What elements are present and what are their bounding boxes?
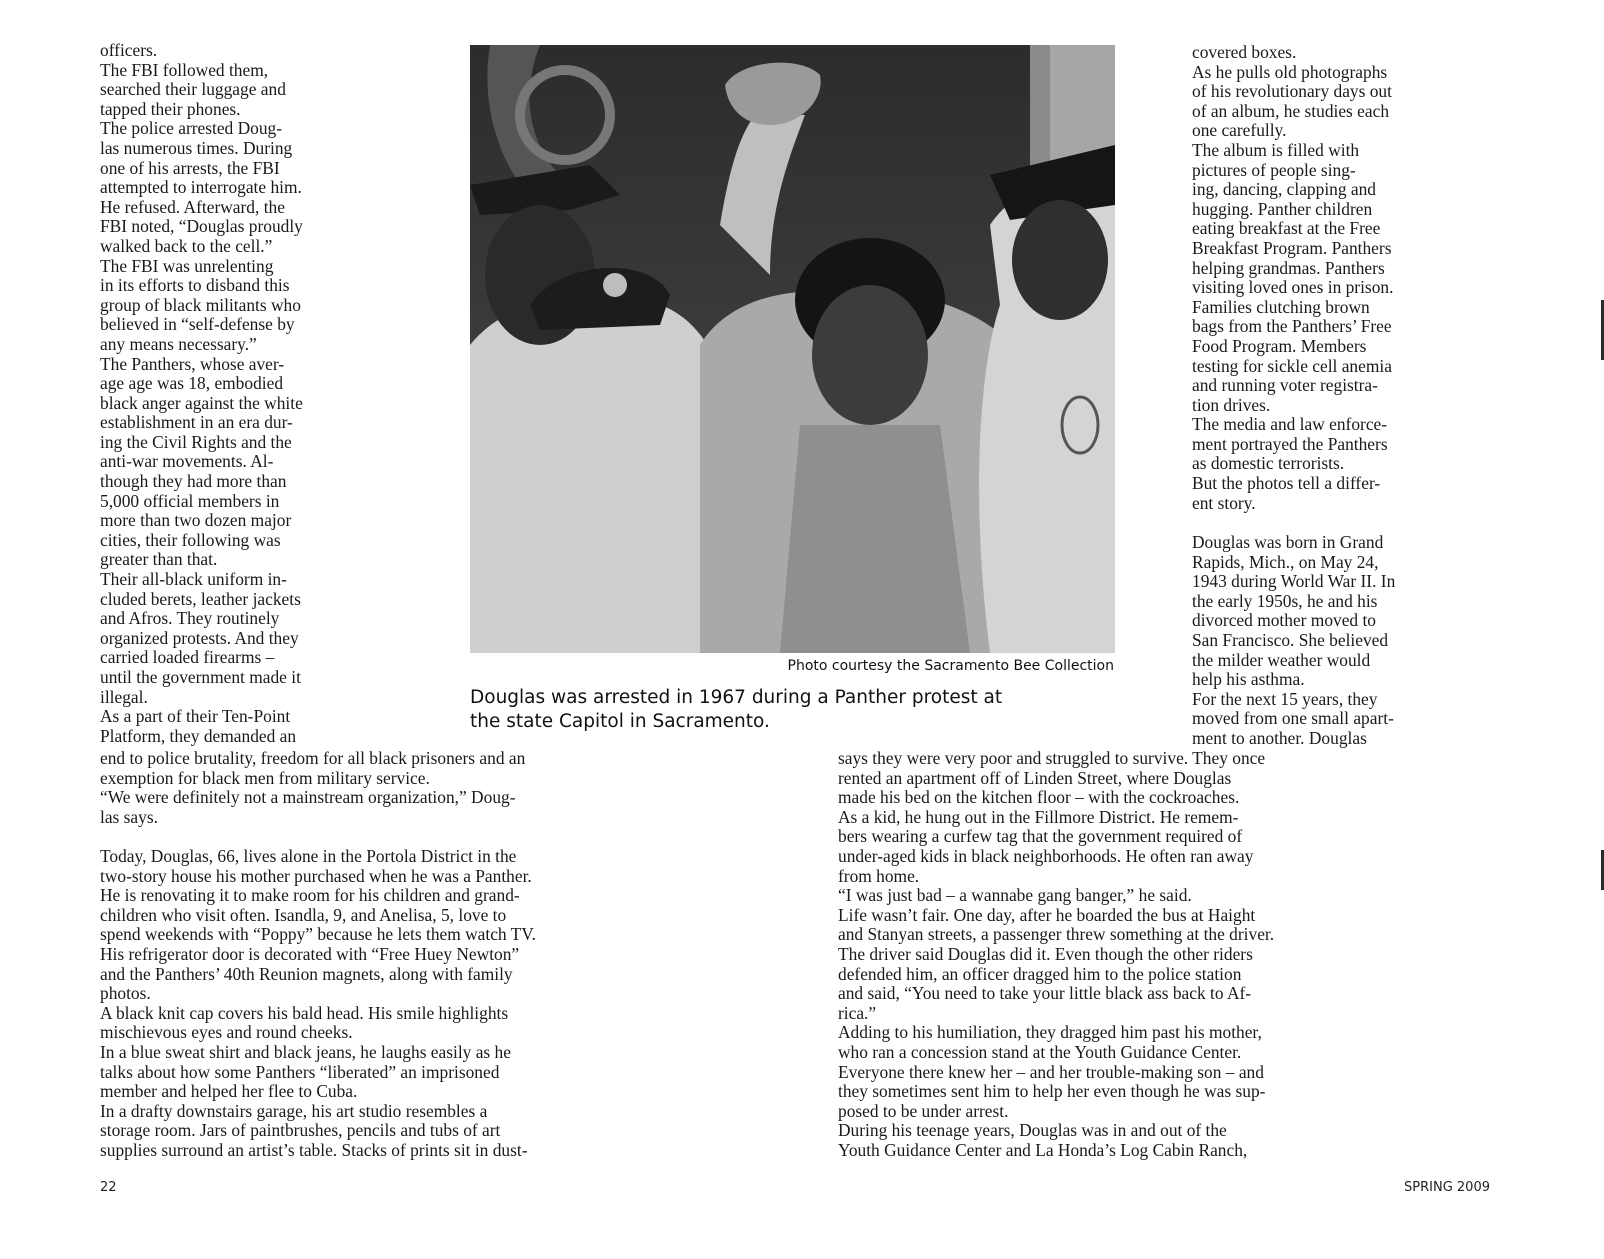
text-line: any means necessary.” xyxy=(100,333,257,354)
text-line: bers wearing a curfew tag that the government required of xyxy=(838,826,1243,847)
text-line: posed to be under arrest. xyxy=(838,1100,1009,1121)
text-line: in its efforts to disband this xyxy=(100,275,290,296)
text-line: testing for sickle cell anemia xyxy=(1192,355,1392,376)
text-line: visiting loved ones in prison. xyxy=(1192,277,1394,298)
text-line: Adding to his humiliation, they dragged him past his mother, xyxy=(838,1022,1262,1043)
text-line: covered boxes. xyxy=(1192,42,1297,62)
text-line: helping grandmas. Panthers xyxy=(1192,257,1385,278)
photo-caption xyxy=(470,686,1150,734)
text-line: las says. xyxy=(100,806,158,827)
text-line: talks about how some Panthers “liberated” an imprisoned xyxy=(100,1061,500,1082)
text-line: spend weekends with “Poppy” because he lets them watch TV. xyxy=(100,924,536,945)
text-line: He refused. Afterward, the xyxy=(100,196,285,217)
text-line: mischievous eyes and round cheeks. xyxy=(100,1022,353,1043)
text-line: “We were definitely not a mainstream organization,” Doug- xyxy=(100,787,516,808)
text-line: His refrigerator door is decorated with “Free Huey Newton” xyxy=(100,943,520,964)
text-line: black anger against the white xyxy=(100,392,303,413)
text-line: But the photos tell a differ- xyxy=(1192,473,1381,494)
text-line: two-story house his mother purchased when he was a Panther. xyxy=(100,865,532,886)
text-line: Life wasn’t fair. One day, after he boarded the bus at Haight xyxy=(838,904,1256,925)
text-line: searched their luggage and xyxy=(100,79,286,100)
column-right-bottom xyxy=(838,749,1274,1160)
text-line: Platform, they demanded an xyxy=(100,725,297,746)
text-line: establishment in an era dur- xyxy=(100,412,293,433)
text-line: las numerous times. During xyxy=(100,137,293,158)
text-line: walked back to the cell.” xyxy=(100,235,273,256)
column-left-top xyxy=(100,41,303,746)
column-left-bottom-a xyxy=(100,749,525,827)
text-line: The album is filled with xyxy=(1192,139,1360,160)
photo-credit: Photo courtesy the Sacramento Bee Collection xyxy=(787,658,1114,674)
text-line: “I was just bad – a wannabe gang banger,” he said. xyxy=(838,885,1192,906)
text-line: the early 1950s, he and his xyxy=(1192,590,1378,611)
caption-line: Douglas was arrested in 1967 during a Panther protest at xyxy=(470,687,1003,708)
text-line: the milder weather would xyxy=(1192,649,1371,670)
text-line: FBI noted, “Douglas proudly xyxy=(100,216,303,237)
text-line: and Afros. They routinely xyxy=(100,608,280,629)
text-line: Everyone there knew her – and her trouble-making son – and xyxy=(838,1061,1264,1082)
text-line: cluded berets, leather jackets xyxy=(100,588,301,609)
text-line: As a kid, he hung out in the Fillmore District. He remem- xyxy=(838,806,1239,827)
text-line: illegal. xyxy=(100,686,148,707)
text-line: of an album, he studies each xyxy=(1192,100,1390,121)
text-line: says they were very poor and struggled to survive. They once xyxy=(838,748,1266,768)
text-line: ent story. xyxy=(1192,492,1256,513)
column-left-bottom-b xyxy=(100,847,536,1161)
text-line: eating breakfast at the Free xyxy=(1192,218,1381,239)
text-line: cities, their following was xyxy=(100,529,281,550)
text-line: The media and law enforce- xyxy=(1192,414,1388,435)
text-line: group of black militants who xyxy=(100,294,301,315)
text-line: As he pulls old photographs xyxy=(1192,61,1388,82)
text-line: ing the Civil Rights and the xyxy=(100,431,292,452)
text-line: Breakfast Program. Panthers xyxy=(1192,237,1392,258)
text-line: The FBI followed them, xyxy=(100,59,269,80)
caption-line: the state Capitol in Sacramento. xyxy=(470,711,770,732)
issue-label: SPRING 2009 xyxy=(1404,1180,1490,1195)
text-line: ment portrayed the Panthers xyxy=(1192,433,1388,454)
text-line: officers. xyxy=(100,40,158,60)
text-line: moved from one small apart- xyxy=(1192,708,1394,729)
column-right-top-a xyxy=(1192,43,1393,513)
text-line: For the next 15 years, they xyxy=(1192,688,1378,709)
text-line: children who visit often. Isandla, 9, and Anelisa, 5, love to xyxy=(100,904,507,925)
text-line: In a drafty downstairs garage, his art studio resembles a xyxy=(100,1100,488,1121)
text-line: end to police brutality, freedom for all black prisoners and an xyxy=(100,748,526,768)
text-line: photos. xyxy=(100,983,151,1004)
text-line: and Stanyan streets, a passenger threw something at the driver. xyxy=(838,924,1275,945)
text-line: attempted to interrogate him. xyxy=(100,177,302,198)
text-line: hugging. Panther children xyxy=(1192,198,1373,219)
text-line: though they had more than xyxy=(100,471,287,492)
text-line: one carefully. xyxy=(1192,120,1287,141)
text-line: ment to another. Douglas xyxy=(1192,727,1367,748)
text-line: and running voter registra- xyxy=(1192,375,1378,396)
text-line: age age was 18, embodied xyxy=(100,373,284,394)
text-line: He is renovating it to make room for his children and grand- xyxy=(100,885,520,906)
text-line: Today, Douglas, 66, lives alone in the Portola District in the xyxy=(100,846,517,866)
text-line: Rapids, Mich., on May 24, xyxy=(1192,551,1379,572)
text-line: defended him, an officer dragged him to the police station xyxy=(838,963,1242,984)
text-line: Food Program. Members xyxy=(1192,335,1367,356)
text-line: exemption for black men from military service. xyxy=(100,767,430,788)
text-line: made his bed on the kitchen floor – with the cockroaches. xyxy=(838,787,1240,808)
text-line: until the government made it xyxy=(100,667,301,687)
text-line: as domestic terrorists. xyxy=(1192,453,1345,474)
text-line: Douglas was born in Grand xyxy=(1192,532,1384,552)
text-line: The police arrested Doug- xyxy=(100,118,283,139)
text-line: tapped their phones. xyxy=(100,98,241,119)
text-line: A black knit cap covers his bald head. His smile highlights xyxy=(100,1002,509,1023)
page-number: 22 xyxy=(100,1180,117,1195)
text-line: and the Panthers’ 40th Reunion magnets, along with family xyxy=(100,963,513,984)
text-line: divorced mother moved to xyxy=(1192,610,1377,631)
text-line: In a blue sweat shirt and black jeans, he laughs easily as he xyxy=(100,1041,511,1062)
text-line: ing, dancing, clapping and xyxy=(1192,179,1377,200)
text-line: rented an apartment off of Linden Street, where Douglas xyxy=(838,767,1232,788)
text-line: carried loaded firearms – xyxy=(100,647,275,668)
text-line: who ran a concession stand at the Youth Guidance Center. xyxy=(838,1041,1242,1062)
text-line: help his asthma. xyxy=(1192,669,1305,690)
text-line: 5,000 official members in xyxy=(100,490,280,511)
text-line: Families clutching brown xyxy=(1192,296,1370,317)
text-line: of his revolutionary days out xyxy=(1192,81,1392,102)
text-line: believed in “self-defense by xyxy=(100,314,295,335)
text-line: and said, “You need to take your little black ass back to Af- xyxy=(838,983,1252,1004)
text-line: member and helped her flee to Cuba. xyxy=(100,1081,358,1102)
text-line: storage room. Jars of paintbrushes, pencils and tubs of art xyxy=(100,1120,501,1141)
text-line: tion drives. xyxy=(1192,394,1271,415)
text-line: more than two dozen major xyxy=(100,510,292,531)
text-line: San Francisco. She believed xyxy=(1192,629,1389,650)
text-line: anti-war movements. Al- xyxy=(100,451,274,472)
text-line: During his teenage years, Douglas was in and out of the xyxy=(838,1120,1227,1141)
text-line: greater than that. xyxy=(100,549,218,570)
text-line: one of his arrests, the FBI xyxy=(100,157,280,178)
text-line: The driver said Douglas did it. Even though the other riders xyxy=(838,943,1253,964)
text-line: The FBI was unrelenting xyxy=(100,255,274,276)
column-right-top-b xyxy=(1192,533,1395,749)
text-line: 1943 during World War II. In xyxy=(1192,571,1396,592)
text-line: As a part of their Ten-Point xyxy=(100,706,291,727)
text-line: supplies surround an artist’s table. Stacks of prints sit in dust- xyxy=(100,1139,528,1160)
text-line: pictures of people sing- xyxy=(1192,159,1356,180)
text-line: Youth Guidance Center and La Honda’s Log Cabin Ranch, xyxy=(838,1139,1248,1160)
text-line: Their all-black uniform in- xyxy=(100,569,287,590)
text-line: from home. xyxy=(838,865,920,886)
arrest-photo xyxy=(470,45,1115,653)
text-line: under-aged kids in black neighborhoods. He often ran away xyxy=(838,845,1254,866)
text-line: they sometimes sent him to help her even though he was sup- xyxy=(838,1081,1266,1102)
text-line: organized protests. And they xyxy=(100,627,299,648)
text-line: rica.” xyxy=(838,1002,877,1023)
text-line: bags from the Panthers’ Free xyxy=(1192,316,1392,337)
text-line: The Panthers, whose aver- xyxy=(100,353,285,374)
